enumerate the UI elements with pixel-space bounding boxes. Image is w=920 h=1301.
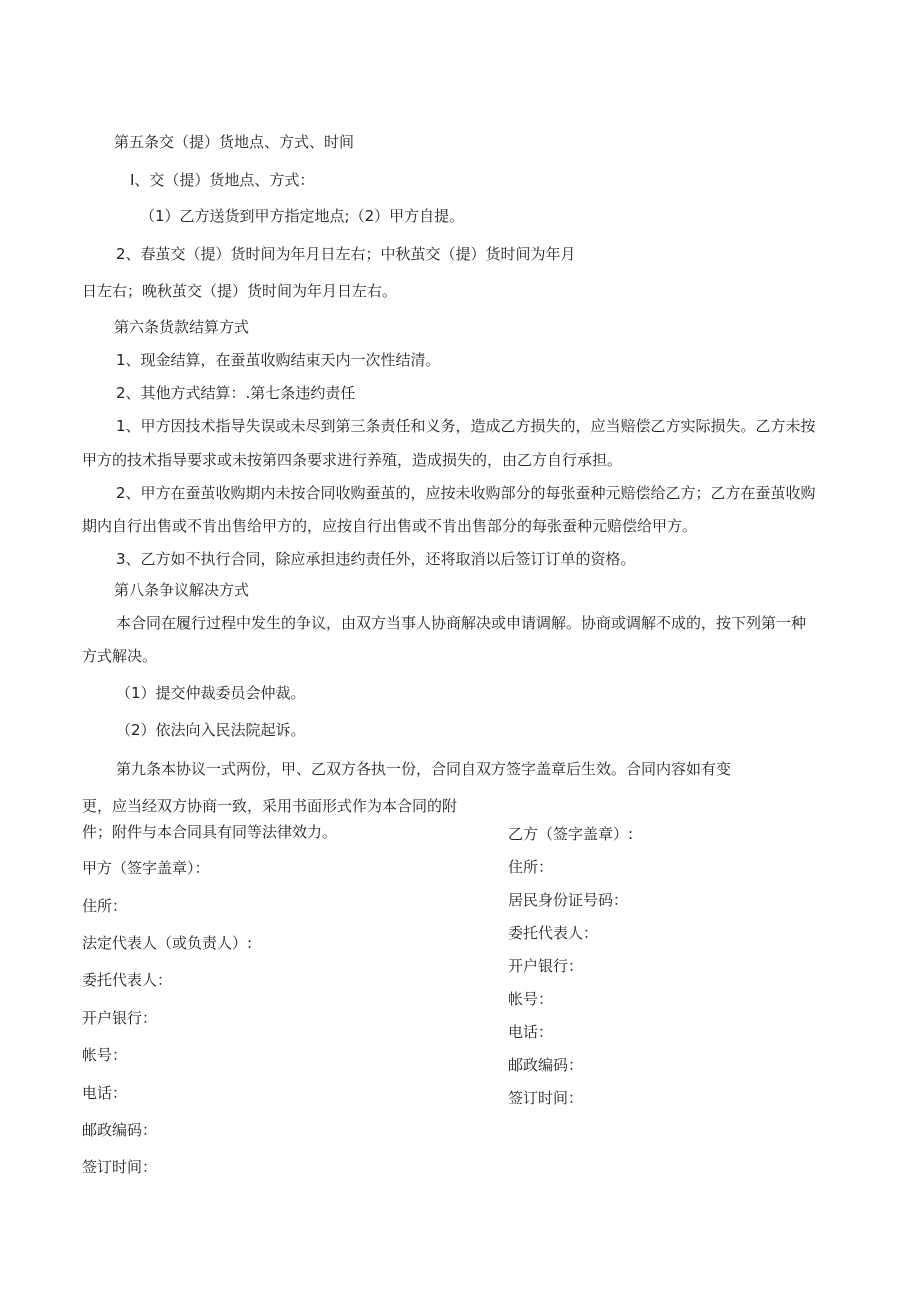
article-8-option-1: （1）提交仲裁委员会仲裁。 <box>116 684 306 702</box>
party-a-account-label: 帐号： <box>82 1046 128 1064</box>
article-7-item-3: 3、乙方如不执行合同，除应承担违约责任外，还将取消以后签订订单的资格。 <box>116 550 636 568</box>
article-5-item-2-line-1: 2、春茧交（提）货时间为年月日左右；中秋茧交（提）货时间为年月 <box>116 245 576 263</box>
article-8-heading: 第八条争议解决方式 <box>114 581 250 599</box>
article-6-heading: 第六条货款结算方式 <box>114 318 250 336</box>
article-5-item-2-line-2: 日左右；晚秋茧交（提）货时间为年月日左右。 <box>82 282 398 300</box>
party-a-agent-label: 委托代表人： <box>82 971 173 989</box>
article-9-line-3: 件；附件与本合同具有同等法律效力。 <box>82 823 338 841</box>
party-a-bank-label: 开户银行： <box>82 1009 158 1027</box>
party-b-sign-date-label: 签订时间： <box>508 1089 584 1107</box>
party-b-id-number-label: 居民身份证号码： <box>508 891 629 909</box>
article-9-line-2: 更，应当经双方协商一致，采用书面形式作为本合同的附 <box>82 797 458 815</box>
article-5-item-1: I、交（提）货地点、方式： <box>130 171 315 189</box>
article-8-body-line-1: 本合同在履行过程中发生的争议，由双方当事人协商解决或申请调解。协商或调解不成的，按下列第一种 <box>116 614 807 632</box>
party-b-phone-label: 电话： <box>508 1023 554 1041</box>
party-b-bank-label: 开户银行： <box>508 957 584 975</box>
article-9-line-1: 第九条本协议一式两份，甲、乙双方各执一份，合同自双方签字盖章后生效。合同内容如有变 <box>116 760 732 778</box>
party-b-agent-label: 委托代表人： <box>508 924 599 942</box>
article-7-item-2-line-1: 2、甲方在蚕茧收购期内未按合同收购蚕茧的，应按未收购部分的每张蚕种元赔偿给乙方；乙方在蚕茧收购 <box>116 484 816 502</box>
party-b-account-label: 帐号： <box>508 990 554 1008</box>
party-a-sign-date-label: 签订时间： <box>82 1158 158 1176</box>
article-6-item-2: 2、其他方式结算：.第七条违约责任 <box>116 384 356 402</box>
party-b-title: 乙方（签字盖章）: <box>508 825 634 843</box>
party-a-title: 甲方（签字盖章）： <box>82 859 210 877</box>
party-b-postcode-label: 邮政编码： <box>508 1056 584 1074</box>
article-7-item-1-line-2: 甲方的技术指导要求或未按第四条要求进行养殖，造成损失的，由乙方自行承担。 <box>82 451 623 469</box>
article-5-heading: 第五条交（提）货地点、方式、时间 <box>114 133 355 151</box>
article-7-item-2-line-2: 期内自行出售或不肯出售给甲方的，应按自行出售或不肯出售部分的每张蚕种元赔偿给甲方。 <box>82 517 698 535</box>
article-5-delivery-options: （1）乙方送货到甲方指定地点;（2）甲方自提。 <box>140 207 465 225</box>
party-a-phone-label: 电话： <box>82 1084 128 1102</box>
party-a-legal-rep-label: 法定代表人（或负责人）: <box>82 934 253 952</box>
article-8-option-2: （2）依法向入民法院起诉。 <box>116 721 306 739</box>
party-a-address-label: 住所： <box>82 897 128 915</box>
party-a-postcode-label: 邮政编码： <box>82 1121 158 1139</box>
article-8-body-line-2: 方式解决。 <box>82 647 158 665</box>
party-b-address-label: 住所： <box>508 858 554 876</box>
article-6-item-1: 1、现金结算，在蚕茧收购结束天内一次性结清。 <box>116 351 441 369</box>
article-7-item-1-line-1: 1、甲方因技术指导失误或未尽到第三条责任和义务，造成乙方损失的，应当赔偿乙方实际损失。乙方未按 <box>116 417 816 435</box>
